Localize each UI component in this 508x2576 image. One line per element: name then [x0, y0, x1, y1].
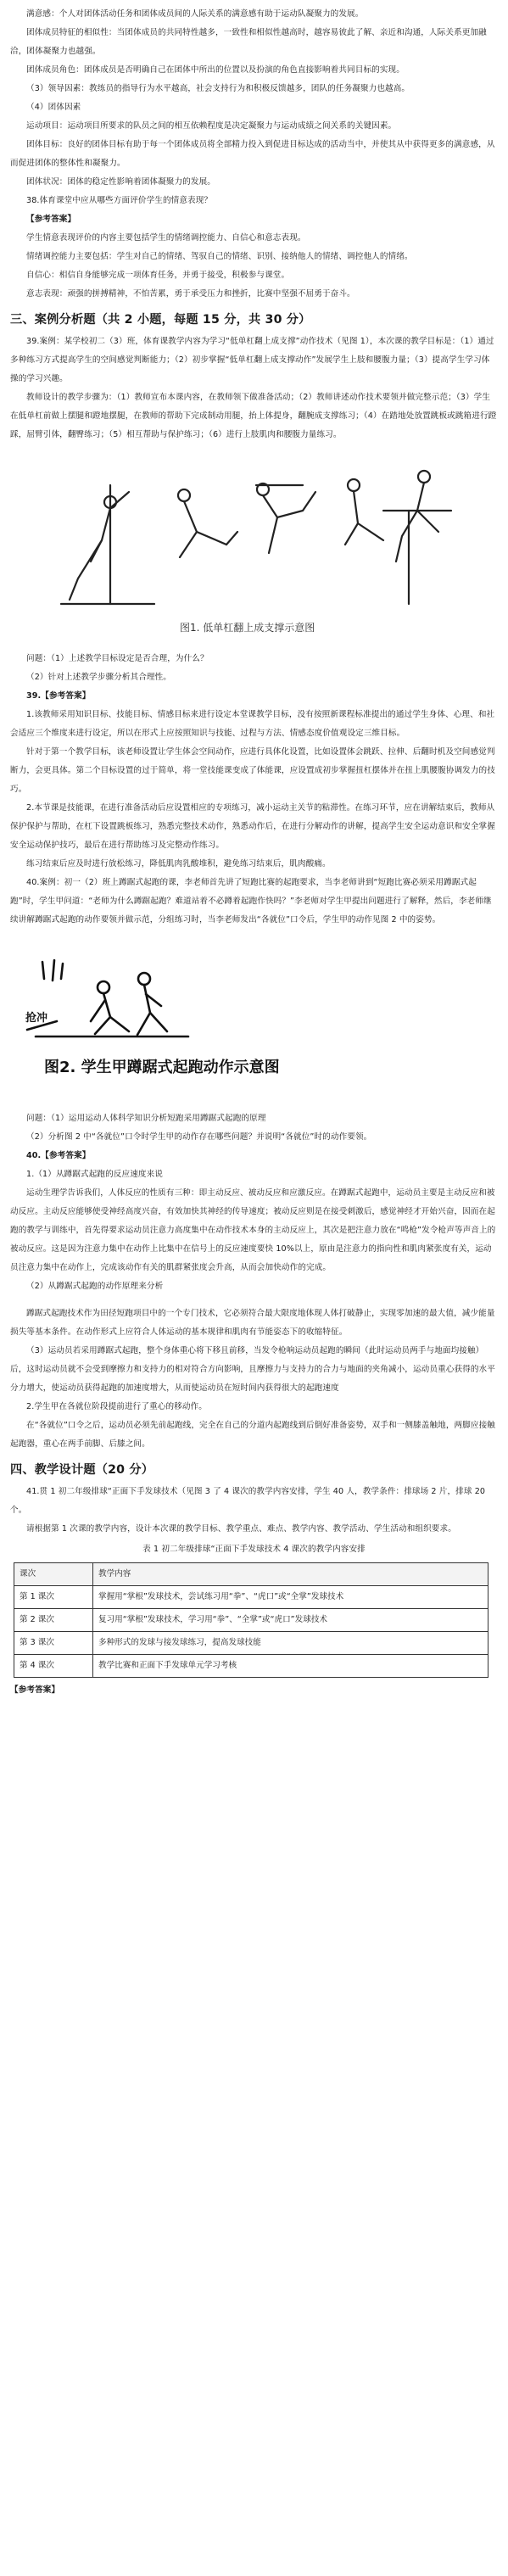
figure-1-caption: 图1. 低单杠翻上成支撑示意图 [180, 622, 315, 634]
paragraph: 请根据第 1 次课的教学内容，设计本次课的教学目标、教学重点、难点、教学内容、教学活动、学生活动和组织要求。 [26, 1524, 456, 1534]
paragraph: 运动项目：运动项目所要求的队员之间的相互依赖程度是决定凝聚力与运动成绩之间关系的关键因素。 [26, 121, 397, 131]
paragraph: 蹲踞式起跑技术作为田径短跑项目中的一个专门技术，它必须符合最大限度地体现人体打破静止，实现零加速的最大值，减少能量损失等基本条件。在动作形式上应符合人体运动的基本规律和肌肉有节能姿态下的收缩特征。 [10, 1309, 495, 1337]
gymnast-figure-sketch-icon [10, 451, 485, 646]
question-41: 41.贯 1 初二年级排球“正面下手发球技术（见图 3 了 4 课次的教学内容安排，学生 40 人，教学条件：排球场 2 片，排球 20 个。 [10, 1487, 486, 1515]
question-40-part-1: 问题：（1）运用运动人体科学知识分析短跑采用蹲踞式起跑的原理 [26, 1114, 266, 1123]
table-row [14, 1609, 488, 1632]
table-caption: 表 1 初二年级排球“正面下手发球技术 4 课次的教学内容安排 [142, 1545, 366, 1554]
paragraph: 1.（1）从蹲踞式起跑的反应速度来说 [26, 1170, 163, 1179]
figure-1 [10, 451, 498, 646]
figure-2-caption: 图2. 学生甲蹲踞式起跑动作示意图 [44, 1059, 280, 1076]
paragraph: （4）团体因素 [26, 103, 81, 112]
paragraph: （3）运动员若采用蹲踞式起跑，整个身体重心将下移且前移，当发令枪响运动员起跑的瞬间（此时运动员两手与地面均接触）后，这时运动员就不会受到摩擦力和支持力的相对符合方向影响，且摩擦力与支持力的合力与地面的夹角减小，运动员重心获得的水平分力增大，使运动员获得起跑的加速度增大，从而使运动员在短时间内获得很大的起跑速度 [10, 1346, 495, 1393]
paragraph: 团体目标：良好的团体目标有助于每一个团体成员将全部精力投入到促进目标达成的活动当中，并使其从中获得更多的满意感，从而促进团体的整体性和凝聚力。 [10, 140, 495, 168]
section-heading-4: 四、教学设计题（20 分） [10, 1463, 154, 1477]
paragraph: 意志表现：顽强的拼搏精神，不怕苦累，勇于承受压力和挫折，比赛中坚强不屈勇于奋斗。 [26, 289, 355, 299]
paragraph: 在“各就位”口令之后，运动员必须先前起跑线，完全在自己的分道内起跑线到后倒好准备姿势，双手和一侧膝盖触地，两脚应接触起跑器，重心在两手前脚、后膝之间。 [10, 1421, 495, 1449]
table-header-cell: 课次 [14, 1563, 93, 1586]
answer-heading: 39.【参考答案】 [26, 691, 91, 701]
paragraph: 教师设计的教学步骤为：（1）教师宣布本课内容，在教师领下做准备活动；（2）教师讲述动作技术要领并做完整示范；（3）学生在低单杠前做上摆腿和蹬地摆腿，在教师的帮助下完成制动用腿，抬上体提身，翻腕成支撑练习；（4）在踏地处放置跳板或跳箱进行蹬踩，屈臂引体，翻臀练习；（5）相互帮助与保护练习；（6）进行上肢肌肉和腰腹力量练习。 [10, 393, 497, 439]
paragraph: （3）领导因素：教练员的指导行为水平越高，社会支持行为和积极反馈越多，团队的任务凝聚力也越高。 [26, 84, 410, 93]
paragraph: 团体状况：团体的稳定性影响着团体凝聚力的发展。 [26, 177, 215, 187]
table-cell: 第 1 课次 [14, 1586, 93, 1609]
question-39-part-2: （2）针对上述教学步骤分析其合理性。 [26, 673, 171, 682]
table-row [14, 1632, 488, 1655]
paragraph: 满意感：个人对团体活动任务和团体成员间的人际关系的满意感有助于运动队凝聚力的发展。 [26, 9, 364, 19]
paragraph: 运动生理学告诉我们，人体反应的性质有三种：即主动反应、被动反应和应激反应。在蹲踞式起跑中，运动员主要是主动反应和被动反应。主动反应能够使受神经高度兴奋，有效加快其神经的传导速度；被动反应则是在接受刺激后，感觉神经才开始兴奋，因而在起跑的教学与训练中，首先得要求运动员注意力高度集中在动作技术本身的主动反应上，其次是把注意力放在“鸣枪”发令枪声等声音上的被动反应。这是因为注意力集中在动作上比集中在信号上的反应速度要快 10%以上，原由是注意力的指向性和肌肉紧张度有关，运动员注意力集中在动作上，完成该动作有关的肌群紧张度会升高，从而会加快动作的完成。 [10, 1188, 496, 1272]
answer-heading: 【参考答案】 [26, 215, 76, 224]
table-cell: 第 2 课次 [14, 1609, 93, 1632]
figure-2-label: 抢冲 [25, 1012, 48, 1025]
question-39-case: 39.案例：某学校初二（3）班，体育课教学内容为学习“低单杠翻上成支撑”动作技术（见图 1），本次课的教学目标是：（1）通过多种练习方式提高学生的空间感觉判断能力；（2）初步掌握“低单杠翻上成支撑动作”发展学生上肢和腰腹力量；（3）提高学生学习体操的学习兴趣。 [10, 337, 494, 383]
paragraph: 2.本节课是技能课，在进行准备活动后应设置相应的专项练习，减小运动主关节的粘滞性。在练习环节，应在讲解结束后，教师从保护保护与帮助，在杠下设置跳板练习，熟悉完整技术动作，熟悉动作后，在进行分解动作的讲解，提高学生安全运动意识和安全掌握安全运动保护技巧，最后在进行帮助练习及完整动作练习。 [10, 803, 495, 850]
table-cell: 多种形式的发球与接发球练习，提高发球技能 [93, 1632, 488, 1655]
answer-heading: 【参考答案】 [10, 1685, 60, 1695]
table-row [14, 1655, 488, 1678]
figure-2 [10, 936, 498, 1106]
table-cell: 复习用“掌根”发球技术，学习用“拳”、“全掌”或“虎口”发球技术 [93, 1609, 488, 1632]
answer-heading: 40.【参考答案】 [26, 1151, 91, 1160]
question-38: 38.体育课堂中应从哪些方面评价学生的情意表现？ [26, 196, 213, 205]
section-heading-3: 三、案例分析题（共 2 小题，每题 15 分，共 30 分） [10, 313, 311, 327]
paragraph: 情绪调控能力主要包括：学生对自己的情绪、驾驭自己的情绪、识别、接纳他人的情绪、调控他人的情绪。 [26, 252, 413, 261]
paragraph: 练习结束后应及时进行放松练习，降低肌肉乳酸堆积，避免练习结束后，肌肉酸痛。 [26, 859, 331, 869]
table-header-row [14, 1563, 488, 1586]
table-cell: 掌握用“掌根”发球技术，尝试练习用“拳”、“虎口”或“全掌”发球技术 [93, 1586, 488, 1609]
paragraph: 学生情意表现评价的内容主要包括学生的情绪调控能力、自信心和意志表现。 [26, 233, 306, 243]
question-39-part-1: 问题：（1）上述教学目标设定是否合理，为什么？ [26, 654, 209, 663]
paragraph: 针对于第一个教学目标，该老师设置让学生体会空间动作，应进行具体化设置，比如设置体会跳跃、拉伸、后翻时机及空间感觉判断力，会更具体。第二个目标设置的过于简单，将一堂技能课变成了体能课，应设置成初步掌握扭杠摆体并在扭上肌腰腹协调发力的技巧。 [10, 747, 495, 794]
runner-figure-sketch-icon [10, 936, 485, 1106]
table-cell: 第 4 课次 [14, 1655, 93, 1678]
table-cell: 教学比赛和正面下手发球单元学习考核 [93, 1655, 488, 1678]
lesson-plan-table [14, 1562, 488, 1678]
paragraph: 团体成员角色：团体成员是否明确自己在团体中所出的位置以及扮演的角色直接影响着共同目标的实现。 [26, 65, 405, 75]
paragraph: （2）从蹲踞式起跑的动作原理来分析 [26, 1282, 164, 1291]
paragraph: 2.学生甲在各就位阶段提前进行了重心的移动作。 [26, 1402, 207, 1411]
paragraph: 团体成员特征的相似性：当团体成员的共同特性越多，一致性和相似性越高时，越容易彼此了解、亲近和沟通，人际关系更加融洽，团体凝聚力也越强。 [10, 28, 487, 56]
table-cell: 第 3 课次 [14, 1632, 93, 1655]
table-row [14, 1586, 488, 1609]
table-header-cell: 教学内容 [93, 1563, 488, 1586]
question-40-case: 40.案例：初一（2）班上蹲踞式起跑的课，李老师首先讲了短跑比赛的起跑要求，当李老师讲到“短跑比赛必须采用蹲踞式起跑”时，学生甲问道：“老师为什么蹲踞起跑？难道站着不必蹲着起跑作快吗？”李老师对学生甲提出问题进行了解释，然后，李老师继续讲解蹲踞式起跑的动作要领并做示范，分组练习时，当李老师发出“各就位”口令后，学生甲的动作见图 2 中的姿势。 [10, 878, 492, 925]
paragraph: 自信心：相信自身能够完成一项体育任务，并勇于接受，积极参与课堂。 [26, 271, 290, 280]
question-40-part-2: （2）分析图 2 中“各就位”口令时学生甲的动作存在哪些问题？并说明“各就位”时的动作要领。 [26, 1132, 372, 1142]
paragraph: 1.该教师采用知识目标、技能目标、情感目标来进行设定本堂课教学目标，没有按照新课程标准提出的通过学生身体、心理、和社会适应三个维度来进行设定，所以在形式上应按照知识与技能、过程与方法、情感态度价值观设定三维目标。 [10, 710, 495, 738]
